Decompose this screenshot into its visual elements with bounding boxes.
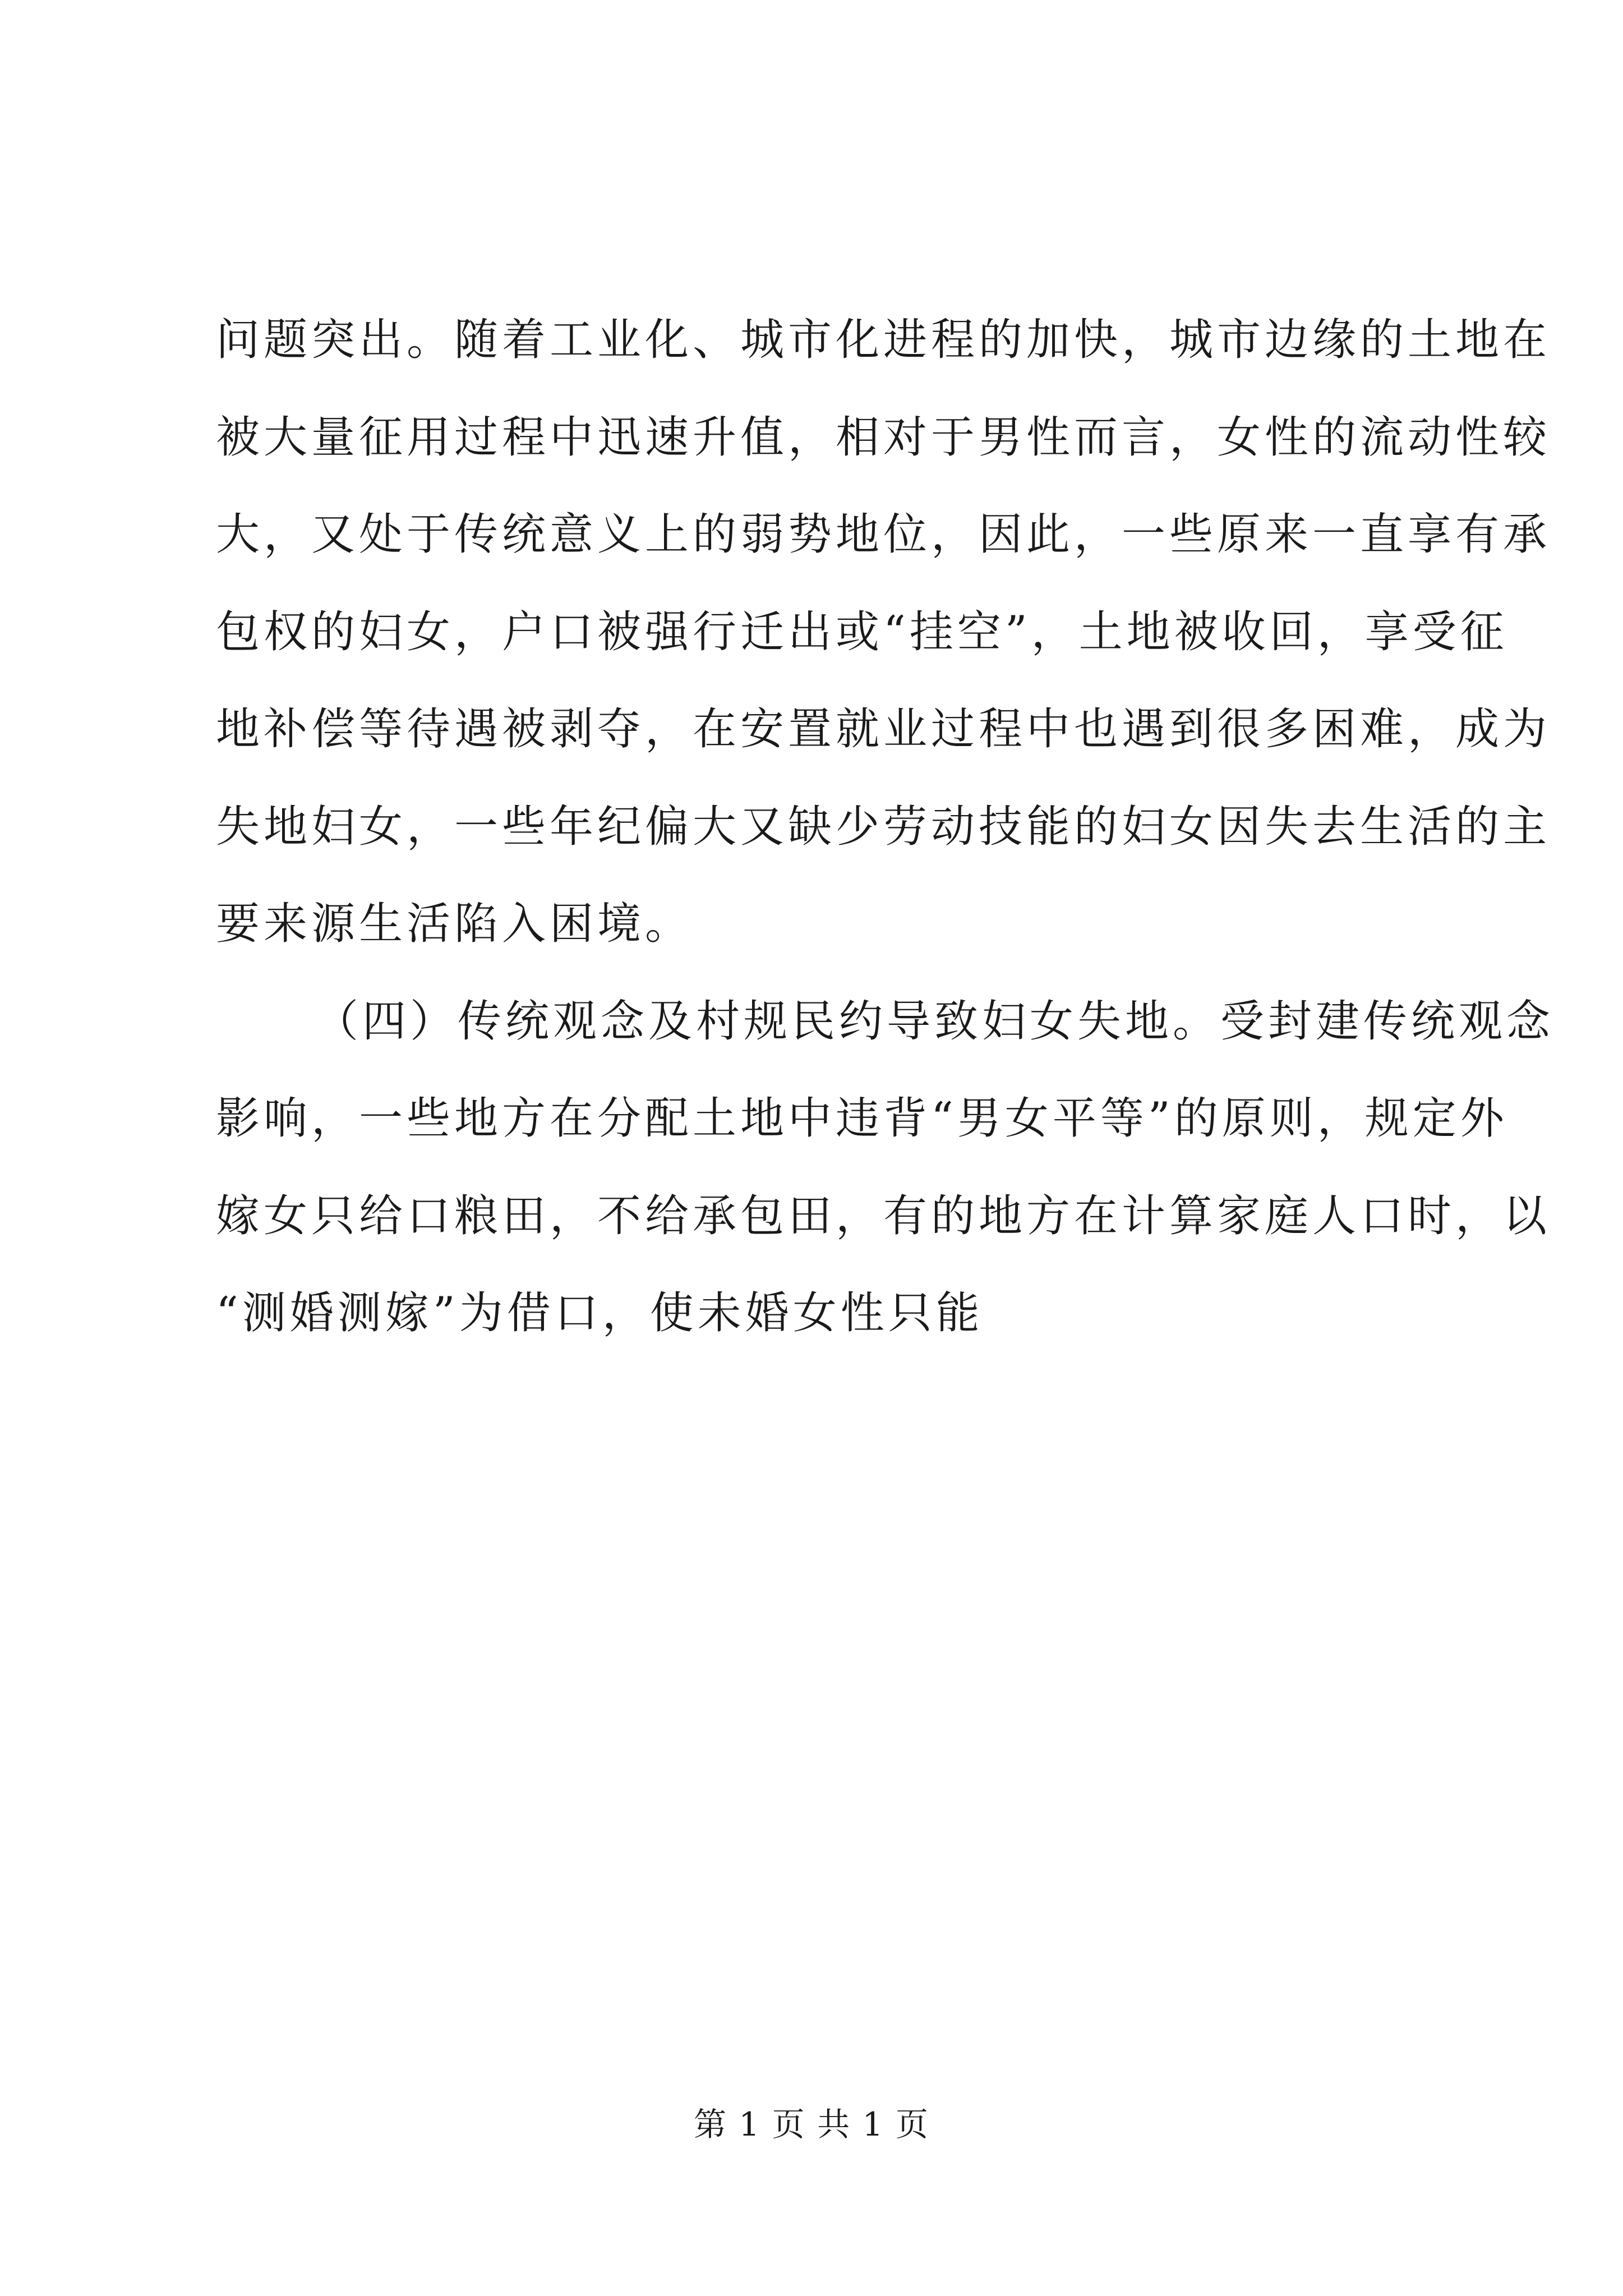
body-text (216, 292, 1555, 1363)
text-line: 被大量征用过程中迅速升值，相对于男性而言，女性的流动性较 (216, 412, 1551, 463)
text-line: 嫁女只给口粮田，不给承包田，有的地方在计算家庭人口时，以 (216, 1190, 1551, 1241)
text-line: 失地妇女，一些年纪偏大又缺少劳动技能的妇女因失去生活的主 (216, 801, 1551, 852)
page-footer (0, 2098, 1623, 2145)
section-heading-line: （四）传统观念及村规民约导致妇女失地。受封建传统观念 (315, 996, 1555, 1047)
text-line: 包权的妇女，户口被强行迁出或“挂空”，土地被收回，享受征 (216, 606, 1508, 657)
text-line: 问题突出。随着工业化、城市化进程的加快，城市边缘的土地在 (216, 315, 1551, 365)
text-line: 要来源生活陷入困境。 (216, 899, 693, 949)
page-number-label: 第 1 页 共 1 页 (694, 2105, 929, 2143)
text-line: “测婚测嫁”为借口，使未婚女性只能 (216, 1288, 984, 1338)
text-line: 影响，一些地方在分配土地中违背“男女平等”的原则，规定外 (216, 1093, 1508, 1144)
text-line: 大，又处于传统意义上的弱势地位，因此，一些原来一直享有承 (216, 509, 1551, 560)
text-line: 地补偿等待遇被剥夺，在安置就业过程中也遇到很多困难，成为 (216, 704, 1551, 754)
